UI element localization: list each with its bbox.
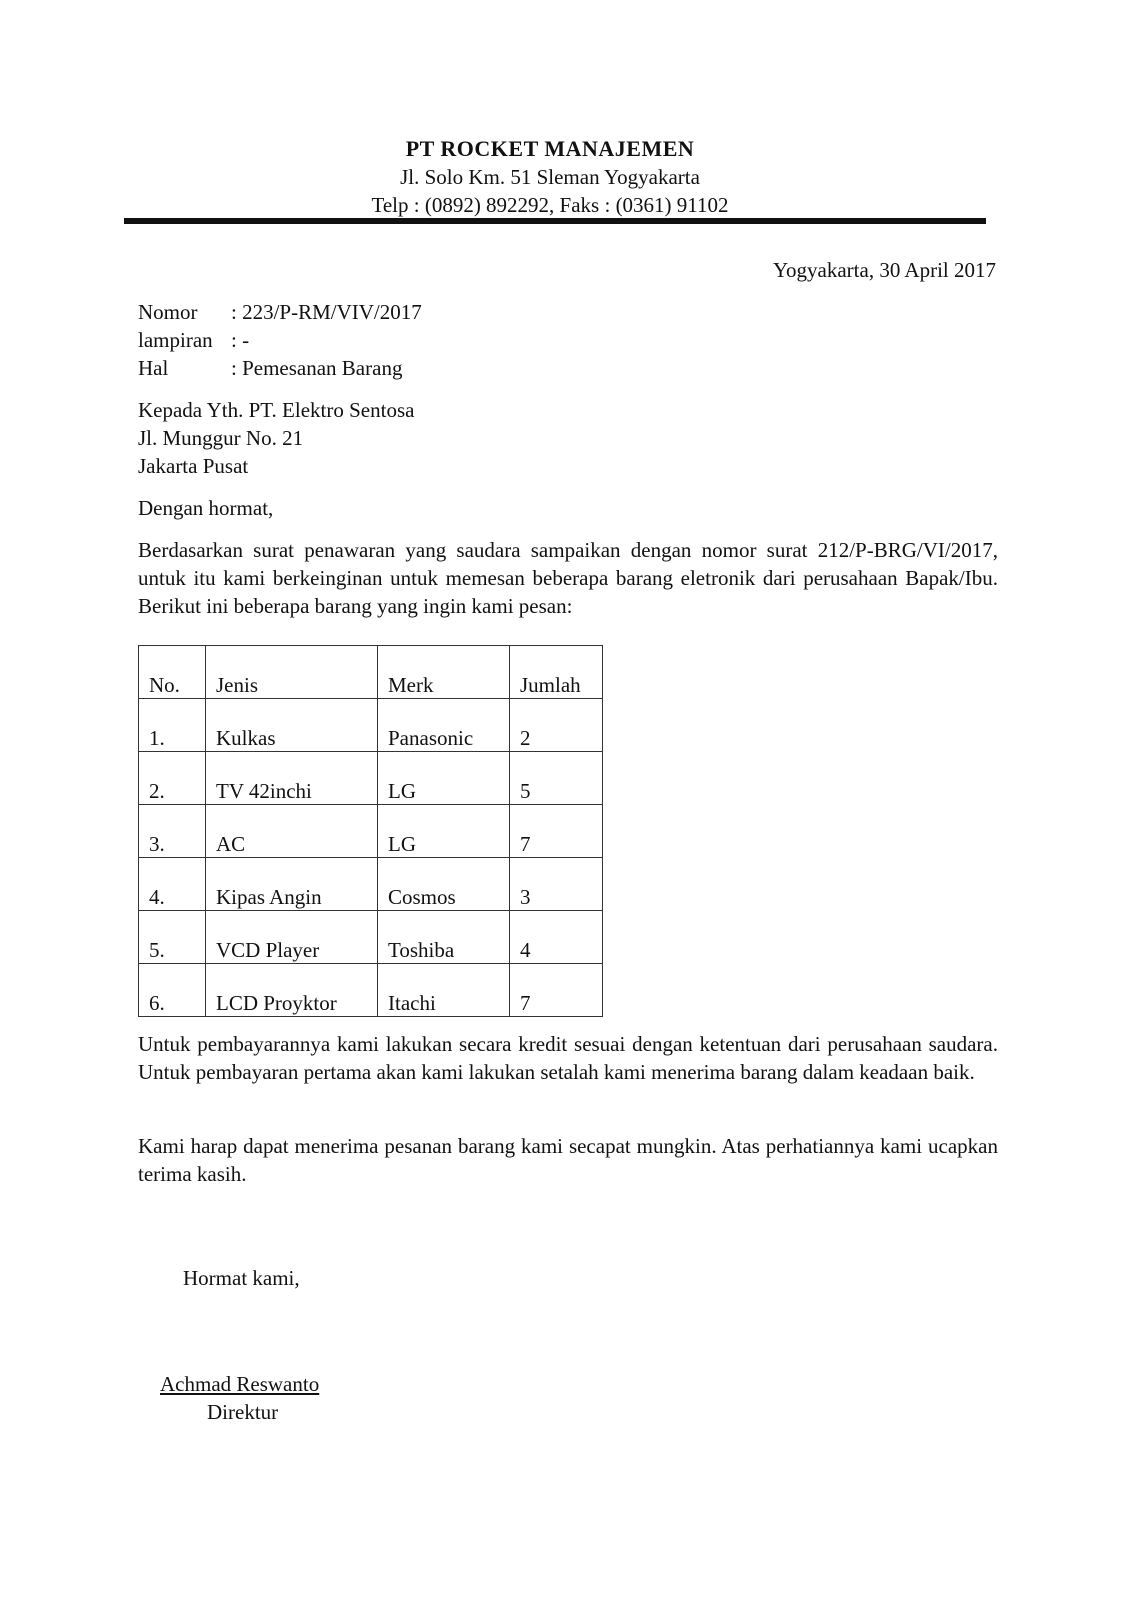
table-row <box>139 858 603 911</box>
table-cell: LG <box>378 805 510 858</box>
table-cell: VCD Player <box>206 911 378 964</box>
body-paragraph-intro: Berdasarkan surat penawaran yang saudara sampaikan dengan nomor surat 212/P-BRG/VI/2017, untuk itu kami berkeinginan untuk memesan beberapa barang eletronik dari perusahaan Bapak/Ibu. Berikut ini beberapa barang yang ingin kami pesan: <box>138 538 998 618</box>
table-cell: Itachi <box>378 964 510 1017</box>
table-cell: LG <box>378 752 510 805</box>
column-header: Merk <box>378 646 510 699</box>
letter-date: Yogyakarta, 30 April 2017 <box>772 258 996 282</box>
table-header-row <box>139 646 603 699</box>
table-row <box>139 964 603 1017</box>
column-header: Jenis <box>206 646 378 699</box>
table-cell: LCD Proyktor <box>206 964 378 1017</box>
table-cell: 2 <box>510 699 603 752</box>
signer-title: Direktur <box>207 1400 279 1424</box>
signer-name: Achmad Reswanto <box>160 1372 320 1396</box>
column-header: Jumlah <box>510 646 603 699</box>
table-cell: Toshiba <box>378 911 510 964</box>
table-cell: 4 <box>510 911 603 964</box>
meta-row-number <box>138 298 422 326</box>
table-row <box>139 911 603 964</box>
meta-row-subject <box>138 354 422 382</box>
letterhead-divider <box>124 218 986 224</box>
column-header: No. <box>139 646 206 699</box>
table-row <box>139 699 603 752</box>
table-cell: AC <box>206 805 378 858</box>
table-cell: 7 <box>510 805 603 858</box>
meta-row-attachment <box>138 326 422 354</box>
body-paragraph-payment: Untuk pembayarannya kami lakukan secara kredit sesuai dengan ketentuan dari perusahaan saudara. Untuk pembayaran pertama akan kami lakukan setalah kami menerima barang dalam keadaan baik. <box>138 1032 998 1084</box>
meta-label: Nomor <box>138 300 198 324</box>
table-cell: 2. <box>139 752 206 805</box>
meta-value: : Pemesanan Barang <box>231 356 403 380</box>
company-contact: Telp : (0892) 892292, Faks : (0361) 91102 <box>371 193 729 217</box>
meta-value: : - <box>231 328 250 352</box>
table-row <box>139 752 603 805</box>
table-cell: Panasonic <box>378 699 510 752</box>
table-cell: 3 <box>510 858 603 911</box>
recipient-line: Jakarta Pusat <box>138 454 249 478</box>
meta-label: Hal <box>138 356 169 380</box>
letter-meta <box>138 298 422 382</box>
table-cell: 6. <box>139 964 206 1017</box>
body-paragraph-closing: Kami harap dapat menerima pesanan barang kami secapat mungkin. Atas perhatiannya kami ucapkan terima kasih. <box>138 1134 998 1186</box>
table-cell: Cosmos <box>378 858 510 911</box>
table-cell: 4. <box>139 858 206 911</box>
order-items-table <box>138 645 603 1017</box>
closing-phrase: Hormat kami, <box>183 1266 300 1290</box>
company-name: PT ROCKET MANAJEMEN <box>405 136 695 161</box>
table-cell: TV 42inchi <box>206 752 378 805</box>
table-cell: 5. <box>139 911 206 964</box>
table-row <box>139 805 603 858</box>
recipient-block <box>138 396 414 480</box>
recipient-line: Jl. Munggur No. 21 <box>138 426 304 450</box>
company-address: Jl. Solo Km. 51 Sleman Yogyakarta <box>400 165 700 189</box>
salutation: Dengan hormat, <box>138 496 274 520</box>
meta-label: lampiran <box>138 328 213 352</box>
table-cell: Kulkas <box>206 699 378 752</box>
table-cell: 7 <box>510 964 603 1017</box>
recipient-line: Kepada Yth. PT. Elektro Sentosa <box>138 398 415 422</box>
meta-value: : 223/P-RM/VIV/2017 <box>231 300 422 324</box>
table-cell: 5 <box>510 752 603 805</box>
table-cell: 1. <box>139 699 206 752</box>
table-cell: 3. <box>139 805 206 858</box>
table-cell: Kipas Angin <box>206 858 378 911</box>
